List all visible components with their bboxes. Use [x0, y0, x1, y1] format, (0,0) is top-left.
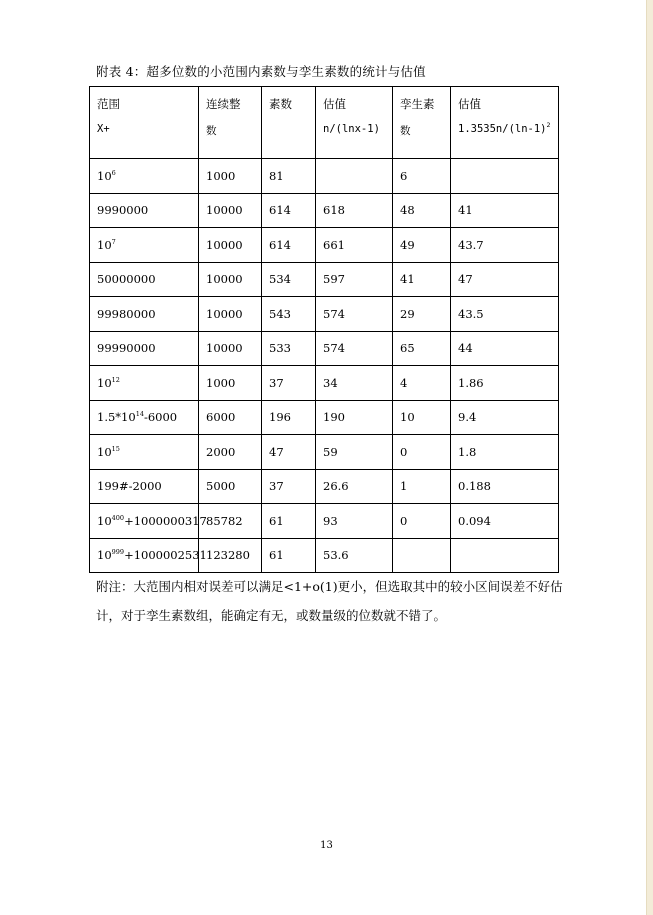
- cell-estimate: 661: [316, 228, 393, 263]
- cell-count: 85782: [199, 504, 262, 539]
- cell-estimate: 597: [316, 262, 393, 297]
- cell-count: 10000: [199, 331, 262, 366]
- cell-twins: 10: [393, 400, 451, 435]
- cell-twin-estimate: [451, 538, 559, 573]
- table-row: [90, 538, 559, 573]
- table-row: [90, 193, 559, 228]
- cell-primes: 534: [262, 262, 316, 297]
- cell-twin-estimate: 43.5: [451, 297, 559, 332]
- cell-primes: 81: [262, 159, 316, 194]
- cell-primes: 37: [262, 366, 316, 401]
- cell-count: 10000: [199, 193, 262, 228]
- header-cell-primes: 素数: [262, 87, 316, 159]
- cell-primes: 196: [262, 400, 316, 435]
- cell-estimate: 618: [316, 193, 393, 228]
- cell-twin-estimate: 0.188: [451, 469, 559, 504]
- cell-twin-estimate: 0.094: [451, 504, 559, 539]
- cell-range: 99980000: [90, 297, 199, 332]
- cell-estimate: 93: [316, 504, 393, 539]
- cell-count: 2000: [199, 435, 262, 470]
- cell-estimate: 26.6: [316, 469, 393, 504]
- cell-twin-estimate: 1.8: [451, 435, 559, 470]
- table-row: [90, 262, 559, 297]
- cell-count: 5000: [199, 469, 262, 504]
- cell-estimate: 574: [316, 297, 393, 332]
- cell-twins: 6: [393, 159, 451, 194]
- cell-twin-estimate: 41: [451, 193, 559, 228]
- cell-range: 99990000: [90, 331, 199, 366]
- cell-primes: 37: [262, 469, 316, 504]
- cell-estimate: 34: [316, 366, 393, 401]
- cell-range: $10^6$: [90, 159, 199, 194]
- cell-range: $10^{15}$: [90, 435, 199, 470]
- cell-twins: 41: [393, 262, 451, 297]
- cell-twins: 1: [393, 469, 451, 504]
- header-cell-twins: 孪生素 数: [393, 87, 451, 159]
- cell-primes: 614: [262, 228, 316, 263]
- cell-estimate: 190: [316, 400, 393, 435]
- page-number: 13: [320, 840, 333, 851]
- cell-count: 10000: [199, 297, 262, 332]
- cell-count: 10000: [199, 228, 262, 263]
- header-cell-twin-estimate: 估值 $1.3535n/(\ln-1)^2$: [451, 87, 559, 159]
- cell-twin-estimate: 43.7: [451, 228, 559, 263]
- cell-range: $10^7$: [90, 228, 199, 263]
- table-row: [90, 469, 559, 504]
- cell-twins: 29: [393, 297, 451, 332]
- cell-twin-estimate: 1.86: [451, 366, 559, 401]
- table-row: [90, 331, 559, 366]
- cell-primes: 47: [262, 435, 316, 470]
- cell-primes: 533: [262, 331, 316, 366]
- page-edge: [646, 0, 653, 915]
- table-row: [90, 504, 559, 539]
- cell-primes: 543: [262, 297, 316, 332]
- table-row: [90, 400, 559, 435]
- cell-range: $10^{12}$: [90, 366, 199, 401]
- cell-primes: 61: [262, 504, 316, 539]
- table-caption: 附表 4：超多位数的小范围内素数与孪生素数的统计与估值: [96, 64, 426, 79]
- cell-twins: 48: [393, 193, 451, 228]
- cell-range: $10^{999}+1000002531$: [90, 538, 199, 573]
- cell-count: 1000: [199, 159, 262, 194]
- cell-count: 123280: [199, 538, 262, 573]
- cell-range: $10^{400}+1000000317$: [90, 504, 199, 539]
- cell-estimate: 59: [316, 435, 393, 470]
- cell-estimate: 574: [316, 331, 393, 366]
- cell-twins: 65: [393, 331, 451, 366]
- table-row: [90, 366, 559, 401]
- cell-twins: 4: [393, 366, 451, 401]
- cell-count: 10000: [199, 262, 262, 297]
- cell-twin-estimate: 9.4: [451, 400, 559, 435]
- cell-estimate: 53.6: [316, 538, 393, 573]
- table-row: [90, 228, 559, 263]
- cell-range: 199#-2000: [90, 469, 199, 504]
- table-footnote: 附注：大范围内相对误差可以满足<1+o(1)更小，但选取其中的较小区间误差不好估计，对于孪生素数组，能确定有无，或数量级的位数就不错了。: [96, 579, 563, 623]
- header-cell-range: 范围 X+: [90, 87, 199, 159]
- prime-statistics-table: [89, 86, 559, 573]
- cell-range: 9990000: [90, 193, 199, 228]
- cell-twins: [393, 538, 451, 573]
- cell-range: $1.5*10^{14}-6000$: [90, 400, 199, 435]
- cell-range: 50000000: [90, 262, 199, 297]
- cell-primes: 614: [262, 193, 316, 228]
- cell-twins: 49: [393, 228, 451, 263]
- table-row: [90, 159, 559, 194]
- cell-primes: 61: [262, 538, 316, 573]
- header-cell-count: 连续整 数: [199, 87, 262, 159]
- cell-twin-estimate: 47: [451, 262, 559, 297]
- header-cell-estimate: 估值 n/(lnx-1): [316, 87, 393, 159]
- table-row: [90, 435, 559, 470]
- cell-twins: 0: [393, 435, 451, 470]
- cell-twin-estimate: 44: [451, 331, 559, 366]
- table-header-row: [90, 87, 559, 159]
- cell-count: 1000: [199, 366, 262, 401]
- cell-count: 6000: [199, 400, 262, 435]
- table-row: [90, 297, 559, 332]
- cell-estimate: [316, 159, 393, 194]
- cell-twin-estimate: [451, 159, 559, 194]
- cell-twins: 0: [393, 504, 451, 539]
